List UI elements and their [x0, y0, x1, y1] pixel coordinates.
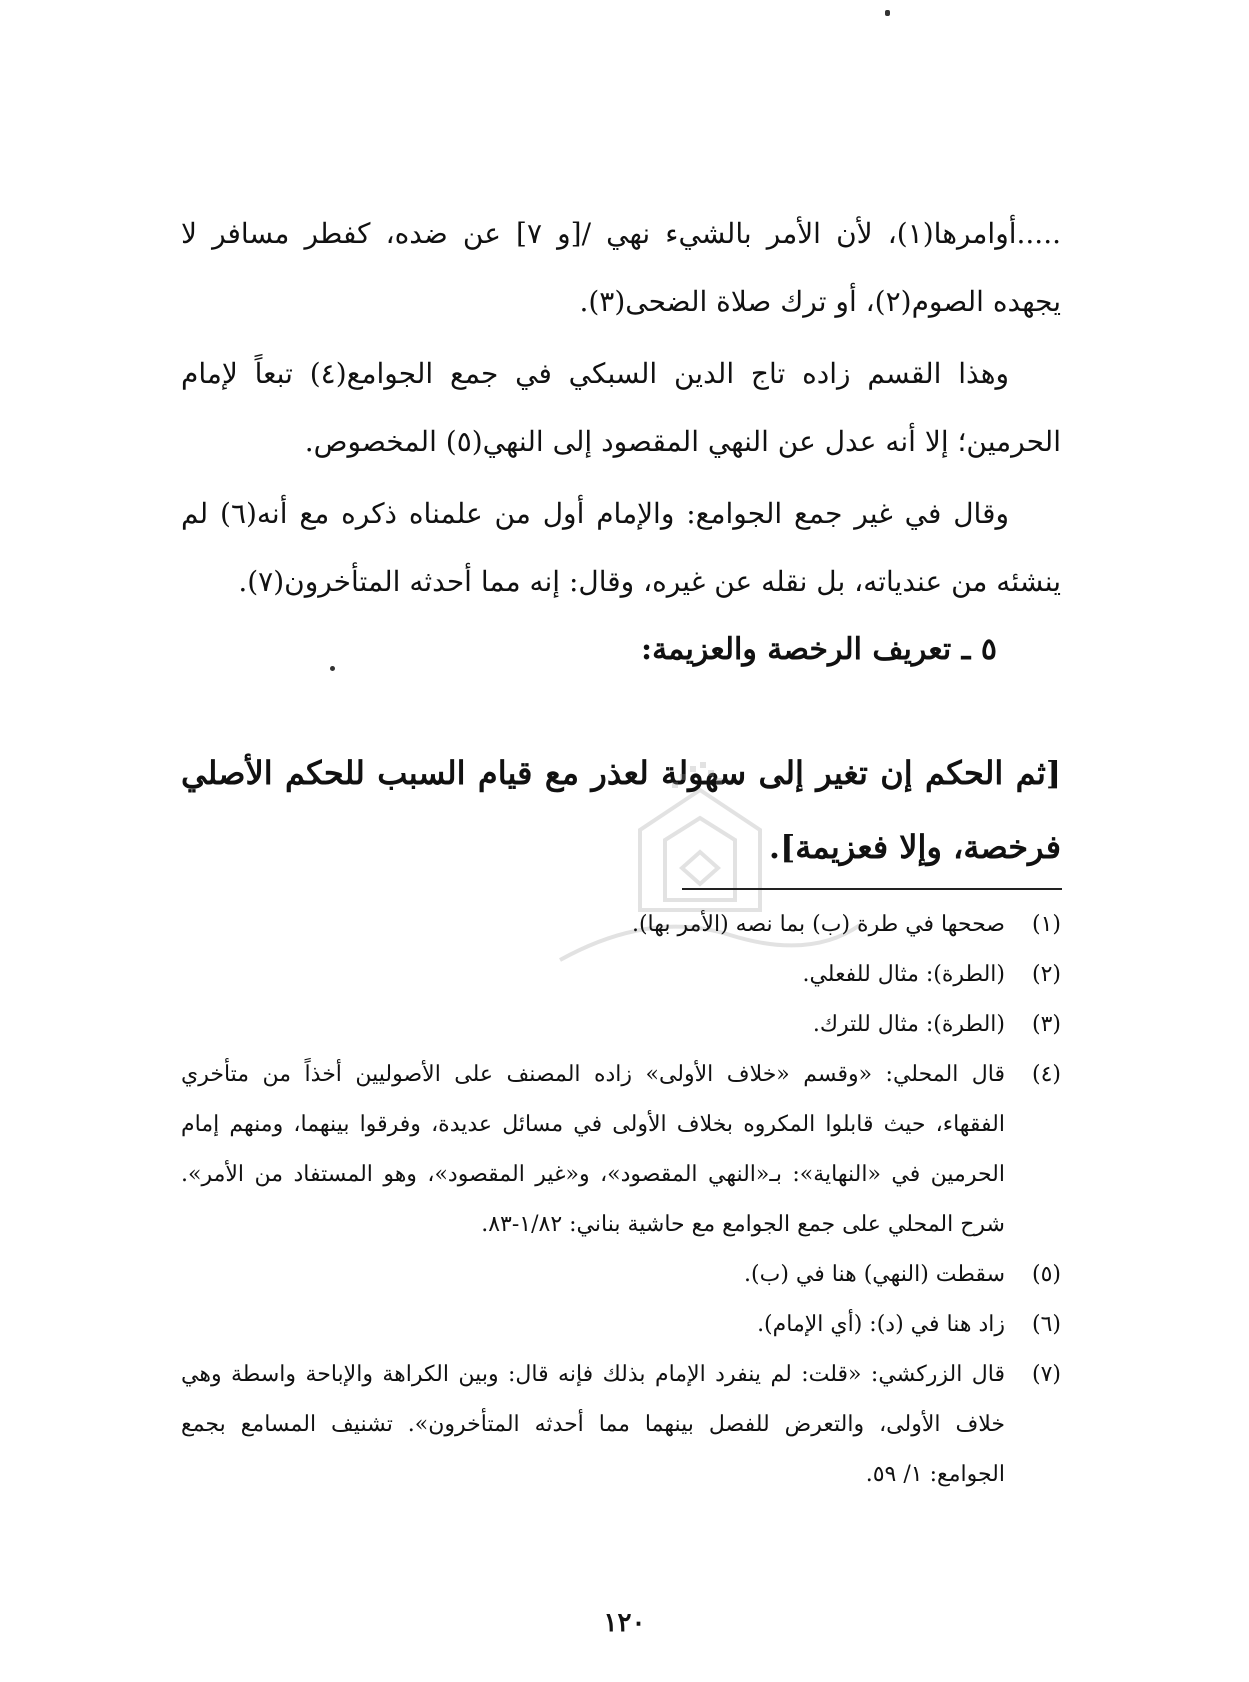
footnote-text: زاد هنا في (د): (أي الإمام). [757, 1312, 1005, 1337]
footnote-number: (٤) [1031, 1062, 1061, 1087]
footnote-5 [181, 1250, 1061, 1300]
footnote-number: (٣) [1031, 1012, 1061, 1037]
footnote-text: (الطرة): مثال للفعلي. [802, 962, 1005, 987]
page-number: ١٢٠ [603, 1608, 646, 1638]
section-heading: ٥ ـ تعريف الرخصة والعزيمة: [641, 632, 997, 667]
footnote-number: (٥) [1031, 1262, 1061, 1287]
footnote-number: (١) [1031, 912, 1061, 937]
body-paragraph-1: .....أوامرها(١)، لأن الأمر بالشيء نهي /[و ٧] عن ضده، كفطر مسافر لا يجهده الصوم(٢)، أو ترك صلاة الضحى(٣). [181, 217, 1061, 318]
footnote-number: (٢) [1031, 962, 1061, 987]
footnote-6 [181, 1300, 1061, 1350]
footnote-4 [181, 1050, 1061, 1250]
footnote-text: قال الزركشي: «قلت: لم ينفرد الإمام بذلك فإنه قال: وبين الكراهة والإباحة واسطة وهي خلاف الأولى، والتعرض للفصل بينهما مما أحدثه المتأخرون». تشنيف المسامع بجمع الجوامع: ١/ ٥٩. [181, 1362, 1005, 1487]
footnote-text: سقطت (النهي) هنا في (ب). [744, 1262, 1005, 1287]
footnote-2 [181, 950, 1061, 1000]
footnote-text: قال المحلي: «وقسم «خلاف الأولى» زاده المصنف على الأصوليين أخذاً من متأخري الفقهاء، حيث قابلوا المكروه بخلاف الأولى في مسائل عديدة، وفرقوا بينهما، ومنهم إمام الحرمين في «النهاية»: بـ«النهي المقصود»، و«غير المقصود»، وهو المستفاد من الأمر». شرح المحلي على جمع الجوامع مع حاشية بناني: ١/٨٢-٨٣. [181, 1062, 1005, 1237]
body-paragraph-3: وقال في غير جمع الجوامع: والإمام أول من علمناه ذكره مع أنه(٦) لم ينشئه من عندياته، بل نقله عن غيره، وقال: إنه مما أحدثه المتأخرون(٧). [181, 497, 1061, 598]
footnote-text: (الطرة): مثال للترك. [812, 1012, 1005, 1037]
definition-text: [ثم الحكم إن تغير إلى سهولة لعذر مع قيام السبب للحكم الأصلي فرخصة، وإلا فعزيمة]. [181, 754, 1061, 866]
footnote-7 [181, 1350, 1061, 1500]
footnote-3 [181, 1000, 1061, 1050]
footnote-number: (٦) [1031, 1312, 1061, 1337]
scan-speck [330, 666, 335, 671]
footnotes [181, 900, 1061, 1500]
footnote-text: صححها في طرة (ب) بما نصه (الأمر بها). [631, 912, 1005, 937]
body-paragraph-2: وهذا القسم زاده تاج الدين السبكي في جمع الجوامع(٤) تبعاً لإمام الحرمين؛ إلا أنه عدل عن النهي المقصود إلى النهي(٥) المخصوص. [181, 357, 1061, 458]
footnote-1 [181, 900, 1061, 950]
scan-speck [885, 10, 890, 16]
footnote-number: (٧) [1031, 1362, 1061, 1387]
footnote-separator [682, 888, 1062, 890]
